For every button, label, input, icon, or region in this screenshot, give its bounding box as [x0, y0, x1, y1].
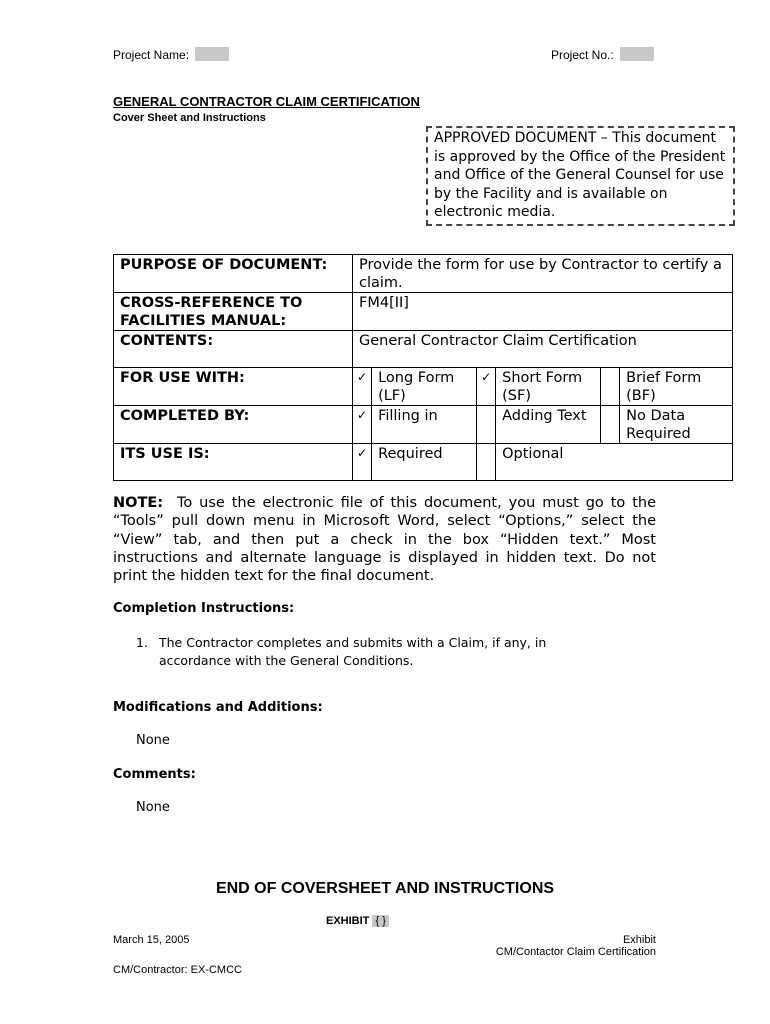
exhibit-field[interactable]: { }: [372, 915, 388, 927]
check-brief-form[interactable]: [601, 368, 620, 406]
note-text: To use the electronic file of this document, you must go to the “Tools” pull down menu in Microsoft Word, select “Options,” select the “View” tab, and then put a check in the box “Hidden text.” Most instructions and alternate language is displayed in hidden text. Do not print the hidden text for the final document.: [113, 495, 656, 585]
check-short-form[interactable]: ✓: [477, 368, 496, 406]
crossref-value: FM4[II]: [353, 293, 733, 331]
use-label: ITS USE IS:: [114, 444, 353, 481]
footer-exhibit-label: Exhibit: [622, 934, 656, 946]
footer-date: March 15, 2005: [113, 934, 190, 946]
for-use-label: FOR USE WITH:: [114, 368, 353, 406]
adding-text-option: Adding Text: [496, 406, 601, 444]
table-row-contents: [114, 331, 733, 368]
document-info-table: [113, 254, 733, 481]
table-row-purpose: [114, 255, 733, 293]
project-name-field[interactable]: [195, 47, 229, 61]
end-of-coversheet-title: END OF COVERSHEET AND INSTRUCTIONS: [215, 880, 555, 897]
page-title: GENERAL CONTRACTOR CLAIM CERTIFICATION: [113, 94, 420, 109]
footer-document-name: CM/Contactor Claim Certification: [495, 946, 656, 958]
optional-option: Optional: [496, 444, 733, 481]
check-required[interactable]: ✓: [353, 444, 372, 481]
project-name-row: [113, 47, 229, 62]
purpose-label: PURPOSE OF DOCUMENT:: [114, 255, 353, 293]
list-item-number: 1.: [136, 635, 148, 650]
no-data-option: No Data Required: [620, 406, 733, 444]
modifications-heading: Modifications and Additions:: [113, 700, 323, 715]
check-filling-in[interactable]: ✓: [353, 406, 372, 444]
check-no-data[interactable]: [601, 406, 620, 444]
required-option: Required: [372, 444, 477, 481]
approved-notice-box: APPROVED DOCUMENT – This document is approved by the Office of the President and Office of the General Counsel for use by the Facility and is available on electronic media.: [426, 126, 735, 226]
check-optional[interactable]: [477, 444, 496, 481]
modifications-value: None: [136, 733, 170, 748]
footer-doc-code: CM/Contractor: EX-CMCC: [113, 964, 242, 976]
crossref-label: CROSS-REFERENCE TO FACILITIES MANUAL:: [114, 293, 353, 331]
long-form-option: Long Form (LF): [372, 368, 477, 406]
project-no-label: Project No.:: [551, 48, 614, 62]
purpose-value: Provide the form for use by Contractor to certify a claim.: [353, 255, 733, 293]
exhibit-label: EXHIBIT: [326, 915, 370, 927]
page-subtitle: Cover Sheet and Instructions: [113, 112, 266, 124]
project-name-label: Project Name:: [113, 48, 190, 62]
check-adding-text[interactable]: [477, 406, 496, 444]
check-long-form[interactable]: ✓: [353, 368, 372, 406]
filling-in-option: Filling in: [372, 406, 477, 444]
list-item: [136, 634, 606, 670]
note-paragraph: [113, 494, 656, 585]
table-row-use-is: [114, 444, 733, 481]
table-row-completed-by: [114, 406, 733, 444]
comments-heading: Comments:: [113, 767, 196, 782]
exhibit-line: [326, 915, 389, 927]
table-row-crossref: [114, 293, 733, 331]
completed-label: COMPLETED BY:: [114, 406, 353, 444]
brief-form-option: Brief Form (BF): [620, 368, 733, 406]
contents-label: CONTENTS:: [114, 331, 353, 368]
project-no-row: [551, 47, 654, 62]
short-form-option: Short Form (SF): [496, 368, 601, 406]
project-no-field[interactable]: [620, 47, 654, 61]
contents-value: General Contractor Claim Certification: [353, 331, 733, 368]
note-label: NOTE:: [113, 495, 164, 511]
completion-heading: Completion Instructions:: [113, 601, 295, 616]
footer-right-block: [496, 934, 656, 958]
comments-value: None: [136, 800, 170, 815]
list-item-text: The Contractor completes and submits with a Claim, if any, in accordance with the General Conditions.: [159, 635, 547, 668]
table-row-for-use-with: [114, 368, 733, 406]
